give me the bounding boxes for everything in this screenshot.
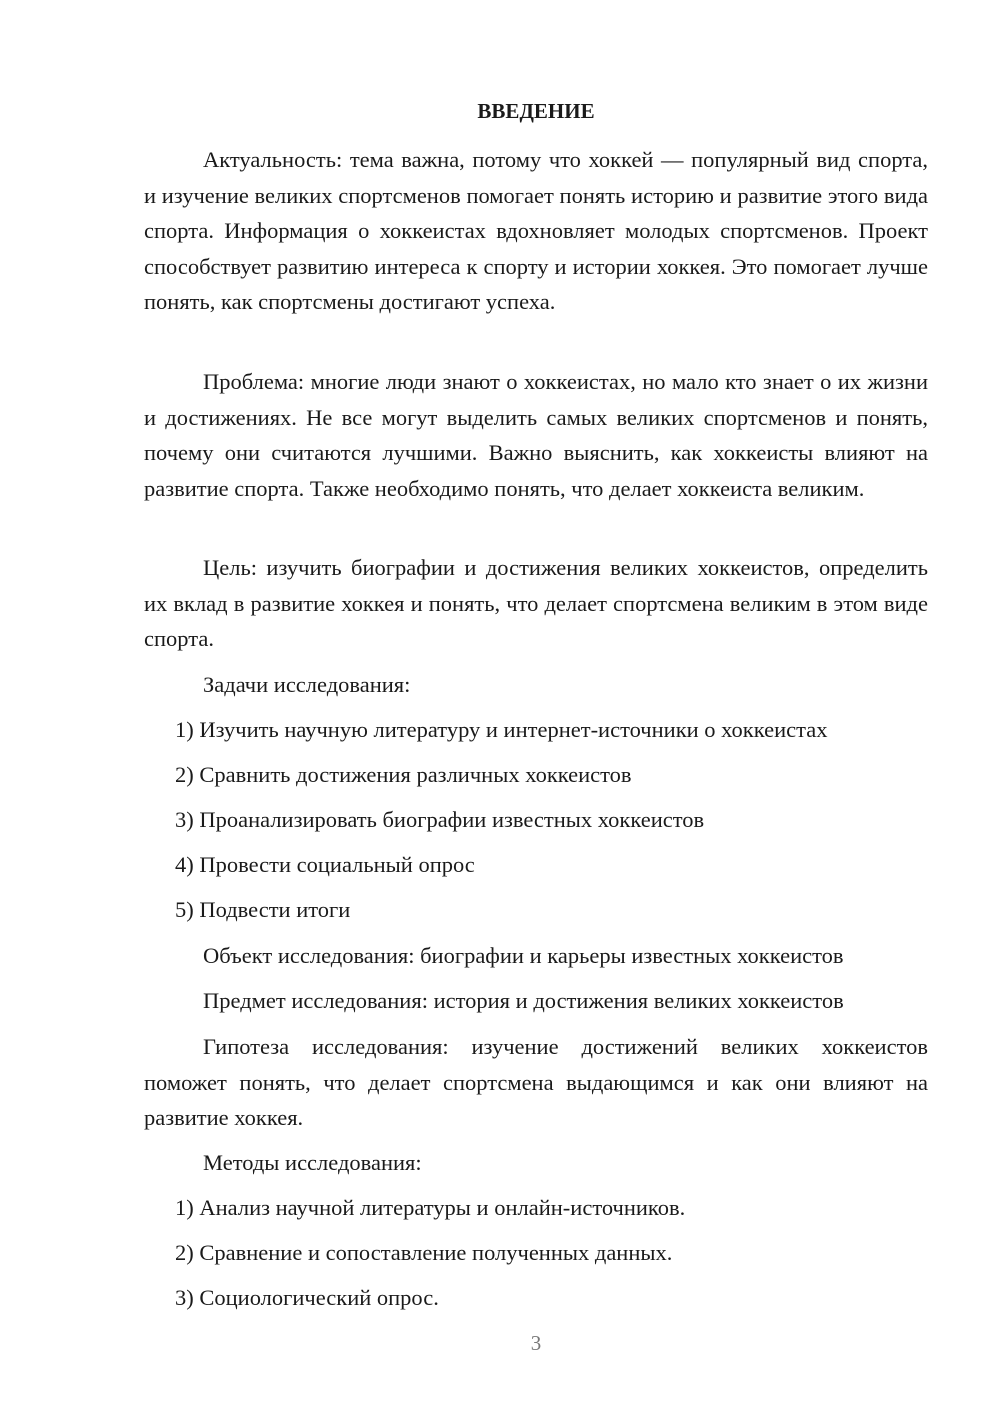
section-title: ВВЕДЕНИЕ: [477, 99, 595, 123]
tasks-heading: Задачи исследования:: [203, 672, 411, 697]
research-object: Объект исследования: биографии и карьеры известных хоккеистов: [203, 943, 844, 968]
task-item: 3) Проанализировать биографии известных хоккеистов: [175, 807, 705, 832]
task-item: 1) Изучить научную литературу и интернет-источники о хоккеистах: [175, 717, 828, 742]
method-item: 2) Сравнение и сопоставление полученных данных.: [175, 1240, 673, 1265]
page-number: 3: [530, 1331, 542, 1355]
task-item: 5) Подвести итоги: [175, 897, 351, 922]
problem-paragraph: Проблема: многие люди знают о хоккеистах, но мало кто знает о их жизни и достижениях. Не все могут выделить самых великих спортсменов и понять, почему они считаются лучшими. Важно выяснить, как хоккеисты влияют на развитие спорта. Также необходимо понять, что делает хоккеиста великим.: [144, 369, 928, 501]
methods-heading: Методы исследования:: [203, 1150, 422, 1175]
hypothesis-paragraph: Гипотеза исследования: изучение достижений великих хоккеистов поможет понять, что делает спортсмена выдающимся и как они влияют на развитие хоккея.: [144, 1034, 928, 1130]
task-item: 2) Сравнить достижения различных хоккеистов: [175, 762, 632, 787]
method-item: 1) Анализ научной литературы и онлайн-источников.: [175, 1195, 686, 1220]
goal-paragraph: Цель: изучить биографии и достижения великих хоккеистов, определить их вклад в развитие хоккея и понять, что делает спортсмена великим в этом виде спорта.: [144, 555, 928, 651]
task-item: 4) Провести социальный опрос: [175, 852, 475, 877]
relevance-paragraph: Актуальность: тема важна, потому что хоккей — популярный вид спорта, и изучение великих спортсменов помогает понять историю и развитие этого вида спорта. Информация о хоккеистах вдохновляет молодых спортсменов. Проект способствует развитию интереса к спорту и истории хоккея. Это помогает лучше понять, как спортсмены достигают успеха.: [144, 147, 928, 314]
research-subject: Предмет исследования: история и достижения великих хоккеистов: [203, 988, 844, 1013]
method-item: 3) Социологический опрос.: [175, 1285, 439, 1310]
